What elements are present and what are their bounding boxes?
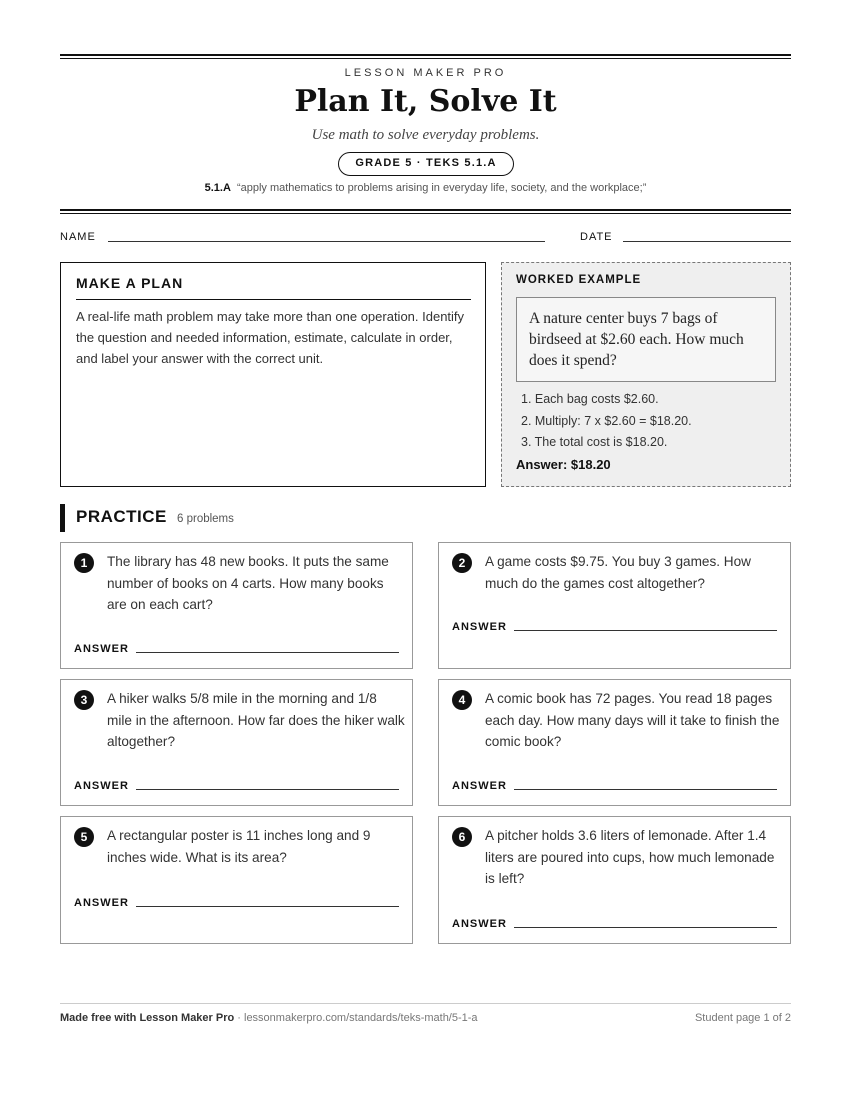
problem-number: 5 <box>74 827 94 847</box>
date-label: DATE <box>580 231 613 243</box>
footer-made-with: Made free with Lesson Maker Pro <box>60 1012 235 1024</box>
worked-example-box <box>501 262 791 487</box>
problem-card-1 <box>60 542 413 669</box>
practice-count: 6 problems <box>177 513 234 525</box>
footer-url-link[interactable]: lessonmakerpro.com/standards/teks-math/5-1-a <box>244 1012 478 1024</box>
example-problem: A nature center buys 7 bags of birdseed at $2.60 each. How much does it spend? <box>516 297 776 382</box>
footer-credit <box>60 1012 478 1024</box>
problem-text: A rectangular poster is 11 inches long and 9 inches wide. What is its area? <box>107 828 371 865</box>
name-label: NAME <box>60 231 96 243</box>
footer-separator: · <box>234 1012 244 1024</box>
standard-text: “apply mathematics to problems arising in everyday life, society, and the workplace;” <box>236 182 647 194</box>
answer-field[interactable] <box>136 789 399 790</box>
answer-field[interactable] <box>514 630 777 631</box>
example-step: 2. Multiply: 7 x $2.60 = $18.20. <box>521 413 692 428</box>
footer-divider <box>60 1003 791 1004</box>
plan-divider <box>76 299 471 300</box>
answer-field[interactable] <box>514 927 777 928</box>
answer-label: ANSWER <box>74 780 129 792</box>
footer-page-number: Student page 1 of 2 <box>694 1012 791 1024</box>
grade-badge: GRADE 5 · TEKS 5.1.A <box>338 152 514 176</box>
problem-number: 6 <box>452 827 472 847</box>
answer-field[interactable] <box>136 652 399 653</box>
standard-line <box>60 182 791 194</box>
example-step: 1. Each bag costs $2.60. <box>521 392 659 406</box>
example-answer: Answer: $18.20 <box>516 457 611 472</box>
answer-label: ANSWER <box>452 918 507 930</box>
answer-label: ANSWER <box>74 643 129 655</box>
answer-field[interactable] <box>514 789 777 790</box>
problem-card-5 <box>60 816 413 944</box>
answer-field[interactable] <box>136 906 399 907</box>
problem-text: A comic book has 72 pages. You read 18 pages each day. How many days will it take to finish the comic book? <box>485 691 780 749</box>
answer-label: ANSWER <box>74 897 129 909</box>
header-bottom-rule <box>60 209 791 214</box>
plan-title: MAKE A PLAN <box>76 275 184 291</box>
problem-number: 2 <box>452 553 472 573</box>
worksheet-page <box>60 0 791 1100</box>
problem-card-6 <box>438 816 791 944</box>
problem-card-4 <box>438 679 791 806</box>
problem-text: A pitcher holds 3.6 liters of lemonade. After 1.4 liters are poured into cups, how much lemonade is left? <box>485 828 775 886</box>
practice-accent-bar <box>60 504 65 532</box>
example-steps <box>521 389 692 454</box>
problem-text: A hiker walks 5/8 mile in the morning and 1/8 mile in the afternoon. How far does the hiker walk altogether? <box>107 691 405 749</box>
name-field[interactable] <box>108 241 545 242</box>
example-title: WORKED EXAMPLE <box>516 274 642 286</box>
header-top-rule <box>60 54 791 59</box>
example-step: 3. The total cost is $18.20. <box>521 435 668 449</box>
problem-text: The library has 48 new books. It puts the same number of books on 4 carts. How many books are on each cart? <box>107 554 389 612</box>
problem-text: A game costs $9.75. You buy 3 games. How much do the games cost altogether? <box>485 554 751 591</box>
problem-number: 3 <box>74 690 94 710</box>
date-field[interactable] <box>623 241 791 242</box>
brand-name: LESSON MAKER PRO <box>344 67 507 79</box>
answer-label: ANSWER <box>452 780 507 792</box>
problem-card-3 <box>60 679 413 806</box>
practice-title: PRACTICE <box>76 507 167 526</box>
page-subtitle: Use math to solve everyday problems. <box>311 127 540 143</box>
make-a-plan-box <box>60 262 486 487</box>
plan-text: A real-life math problem may take more than one operation. Identify the question and needed information, estimate, calculate in order, and label your answer with the correct unit. <box>76 309 465 366</box>
problem-card-2 <box>438 542 791 669</box>
standard-code: 5.1.A <box>204 182 231 194</box>
problem-number: 4 <box>452 690 472 710</box>
answer-label: ANSWER <box>452 621 507 633</box>
page-title: Plan It, Solve It <box>294 84 557 119</box>
problem-number: 1 <box>74 553 94 573</box>
